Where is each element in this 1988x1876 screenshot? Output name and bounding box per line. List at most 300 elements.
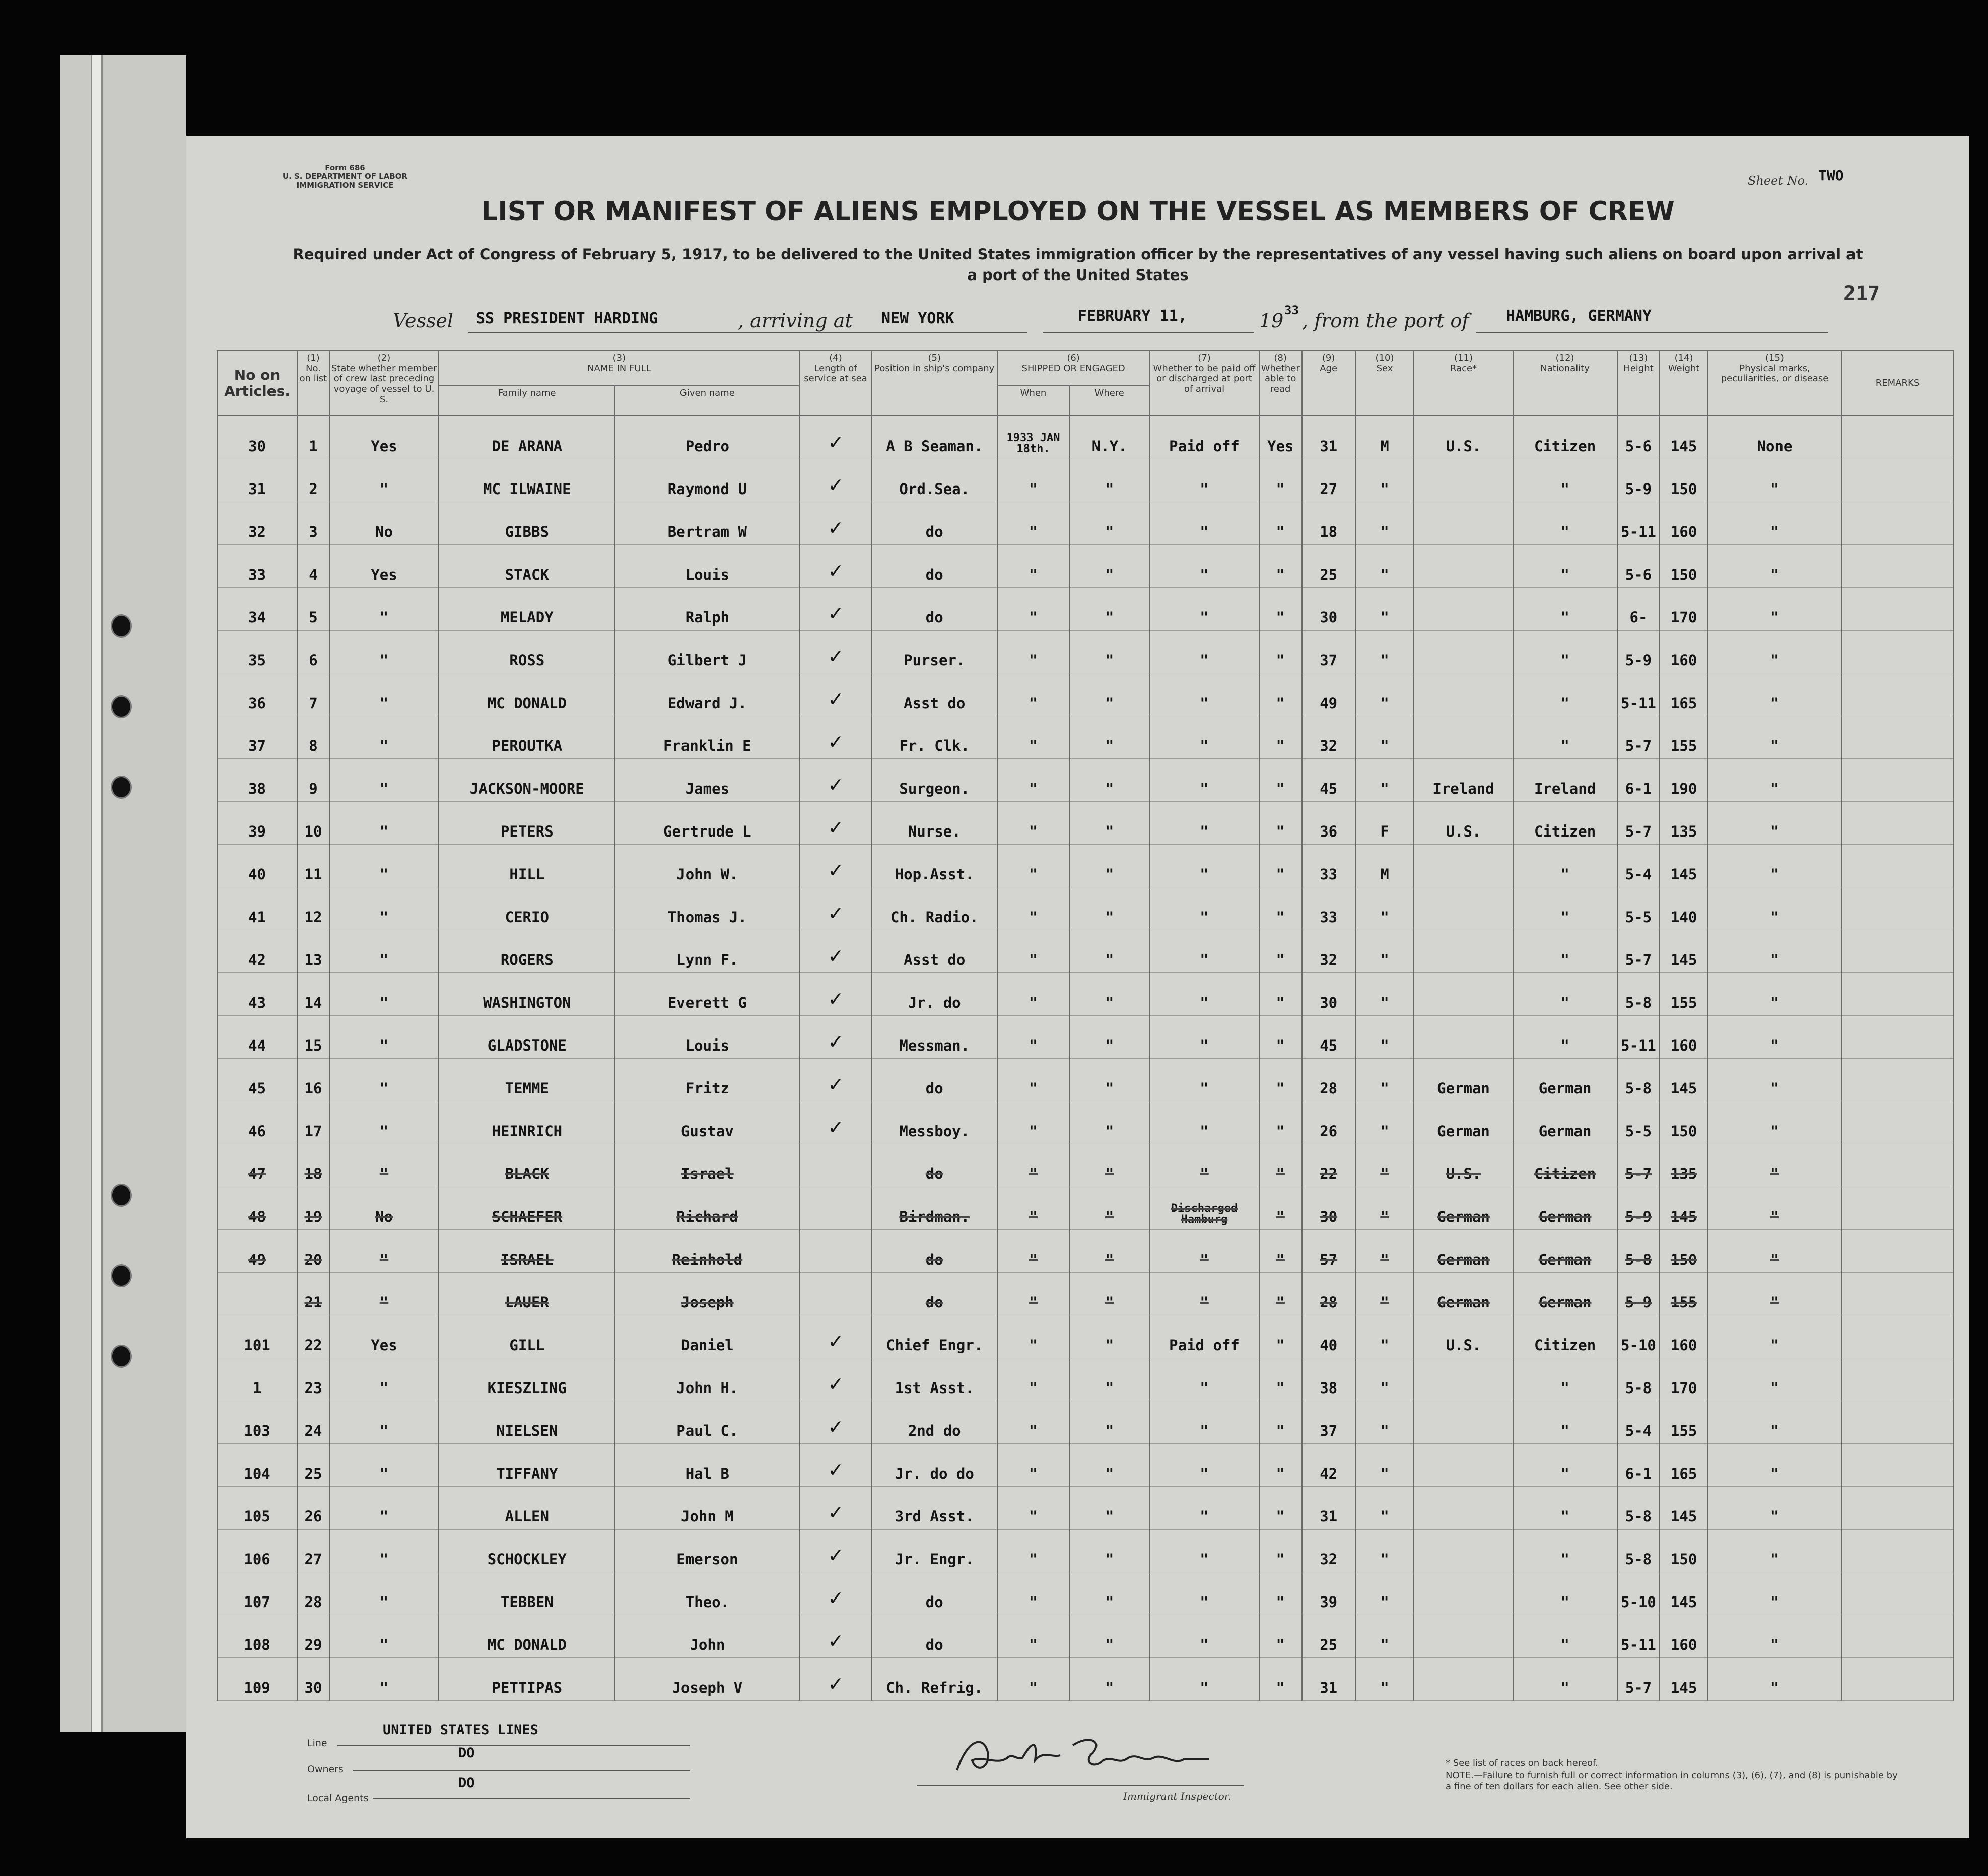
previous-voyage-cell: "	[329, 1059, 439, 1101]
physical-marks-cell: "	[1708, 1059, 1841, 1101]
previous-voyage-cell: "	[329, 1487, 439, 1530]
sex-cell: "	[1355, 1658, 1414, 1701]
weight-cell: 170	[1660, 588, 1707, 631]
race-cell: U.S.	[1414, 1315, 1513, 1358]
articles-no-cell: 42	[217, 930, 297, 973]
service-check-cell	[799, 1144, 871, 1187]
nationality-cell: German	[1513, 1187, 1617, 1230]
owners-underline	[353, 1770, 690, 1771]
sex-cell: "	[1355, 1572, 1414, 1615]
list-no-cell: 8	[297, 716, 329, 759]
table-row	[217, 1315, 1954, 1358]
height-cell: 5-10	[1617, 1315, 1660, 1358]
sex-cell: "	[1355, 459, 1414, 502]
when-shipped-cell: "	[997, 502, 1069, 545]
age-cell: 28	[1302, 1059, 1355, 1101]
given-name-cell: Franklin E	[615, 716, 799, 759]
physical-marks-cell: "	[1708, 1487, 1841, 1530]
able-to-read-cell: "	[1259, 973, 1302, 1016]
race-cell	[1414, 887, 1513, 930]
when-shipped-cell: "	[997, 1401, 1069, 1444]
able-to-read-cell: "	[1259, 673, 1302, 716]
able-to-read-cell: "	[1259, 545, 1302, 588]
paid-off-cell: "	[1149, 1016, 1259, 1059]
departure-port: HAMBURG, GERMANY	[1506, 307, 1652, 325]
remarks-cell	[1841, 502, 1954, 545]
weight-cell: 170	[1660, 1358, 1707, 1401]
able-to-read-cell: "	[1259, 1016, 1302, 1059]
position-cell: Jr. do	[872, 973, 997, 1016]
when-shipped-cell: "	[997, 1230, 1069, 1273]
remarks-cell	[1841, 1059, 1954, 1101]
remarks-cell	[1841, 1615, 1954, 1658]
position-cell: Messboy.	[872, 1101, 997, 1144]
table-row	[217, 1658, 1954, 1701]
remarks-cell	[1841, 759, 1954, 802]
family-name-cell: PEROUTKA	[439, 716, 615, 759]
given-name-cell: John W.	[615, 845, 799, 887]
able-to-read-cell: "	[1259, 1615, 1302, 1658]
articles-no-cell: 36	[217, 673, 297, 716]
race-cell	[1414, 1572, 1513, 1615]
paid-off-cell: "	[1149, 1144, 1259, 1187]
when-shipped-cell: "	[997, 930, 1069, 973]
age-cell: 18	[1302, 502, 1355, 545]
height-cell: 5-7	[1617, 930, 1660, 973]
table-row	[217, 1016, 1954, 1059]
table-row	[217, 845, 1954, 887]
sex-cell: "	[1355, 1273, 1414, 1315]
age-cell: 45	[1302, 1016, 1355, 1059]
table-body	[217, 416, 1954, 1701]
race-cell	[1414, 1444, 1513, 1487]
list-no-cell: 5	[297, 588, 329, 631]
given-name-cell: John H.	[615, 1358, 799, 1401]
where-shipped-cell: "	[1069, 887, 1149, 930]
articles-no-cell: 30	[217, 416, 297, 459]
punch-hole-icon	[111, 776, 132, 799]
paid-off-cell: "	[1149, 973, 1259, 1016]
physical-marks-cell: "	[1708, 1230, 1841, 1273]
previous-voyage-cell: "	[329, 802, 439, 845]
nationality-cell: "	[1513, 1487, 1617, 1530]
service-check-cell: ✓	[799, 1401, 871, 1444]
weight-cell: 155	[1660, 973, 1707, 1016]
remarks-cell	[1841, 588, 1954, 631]
physical-marks-cell: "	[1708, 545, 1841, 588]
paid-off-cell: "	[1149, 930, 1259, 973]
table-row	[217, 673, 1954, 716]
list-no-cell: 3	[297, 502, 329, 545]
age-cell: 28	[1302, 1273, 1355, 1315]
agents-underline	[373, 1798, 690, 1799]
family-name-cell: KIESZLING	[439, 1358, 615, 1401]
physical-marks-cell: "	[1708, 1530, 1841, 1572]
articles-no-cell: 37	[217, 716, 297, 759]
family-name-cell: TEMME	[439, 1059, 615, 1101]
previous-voyage-cell: Yes	[329, 545, 439, 588]
previous-voyage-header: (2) State whether member of crew last preceding voyage of vessel to U. S.	[329, 351, 439, 416]
physical-marks-cell: "	[1708, 930, 1841, 973]
sex-cell: "	[1355, 1615, 1414, 1658]
nationality-cell: "	[1513, 588, 1617, 631]
paid-off-cell: "	[1149, 802, 1259, 845]
sheet-number: TWO	[1818, 167, 1844, 184]
articles-no-cell: 39	[217, 802, 297, 845]
where-shipped-cell: "	[1069, 1230, 1149, 1273]
age-cell: 32	[1302, 930, 1355, 973]
weight-cell: 150	[1660, 459, 1707, 502]
given-name-cell: Gustav	[615, 1101, 799, 1144]
age-header: (9) Age	[1302, 351, 1355, 416]
previous-voyage-cell: "	[329, 631, 439, 673]
vessel-label: Vessel	[393, 310, 454, 332]
articles-no-cell: 40	[217, 845, 297, 887]
paid-off-cell: "	[1149, 545, 1259, 588]
list-no-cell: 2	[297, 459, 329, 502]
nationality-cell: "	[1513, 673, 1617, 716]
able-to-read-cell: Yes	[1259, 416, 1302, 459]
articles-no-cell	[217, 1273, 297, 1315]
list-no-cell: 17	[297, 1101, 329, 1144]
paid-off-cell: "	[1149, 588, 1259, 631]
sex-cell: "	[1355, 716, 1414, 759]
nationality-cell: "	[1513, 1615, 1617, 1658]
table-row	[217, 1144, 1954, 1187]
table-row	[217, 1615, 1954, 1658]
line-underline	[337, 1745, 690, 1746]
given-name-cell: Bertram W	[615, 502, 799, 545]
family-name-cell: STACK	[439, 545, 615, 588]
height-cell: 5-7	[1617, 802, 1660, 845]
list-no-cell: 11	[297, 845, 329, 887]
where-shipped-cell: "	[1069, 759, 1149, 802]
nationality-cell: "	[1513, 502, 1617, 545]
articles-no-cell: 47	[217, 1144, 297, 1187]
punch-hole-icon	[111, 695, 132, 718]
when-shipped-cell: "	[997, 973, 1069, 1016]
where-shipped-cell: "	[1069, 1315, 1149, 1358]
sex-cell: "	[1355, 930, 1414, 973]
where-shipped-cell: "	[1069, 1615, 1149, 1658]
sheet-number-label: Sheet No.	[1748, 174, 1809, 188]
race-cell: U.S.	[1414, 1144, 1513, 1187]
when-shipped-cell: "	[997, 545, 1069, 588]
form-number: Form 686	[325, 163, 365, 172]
sex-cell: "	[1355, 759, 1414, 802]
previous-voyage-cell: "	[329, 1144, 439, 1187]
race-cell	[1414, 1615, 1513, 1658]
family-name-cell: SCHAEFER	[439, 1187, 615, 1230]
physical-marks-cell: "	[1708, 1016, 1841, 1059]
able-to-read-cell: "	[1259, 1101, 1302, 1144]
given-name-cell: Gilbert J	[615, 631, 799, 673]
previous-voyage-cell: Yes	[329, 1315, 439, 1358]
weight-cell: 145	[1660, 1487, 1707, 1530]
paid-off-cell: "	[1149, 1658, 1259, 1701]
previous-voyage-cell: "	[329, 973, 439, 1016]
age-cell: 32	[1302, 716, 1355, 759]
able-to-read-cell: "	[1259, 1401, 1302, 1444]
service-check-cell: ✓	[799, 1444, 871, 1487]
punch-hole-icon	[111, 1264, 132, 1287]
paid-off-cell: "	[1149, 1358, 1259, 1401]
table-row	[217, 1572, 1954, 1615]
where-shipped-cell: "	[1069, 845, 1149, 887]
age-cell: 30	[1302, 1187, 1355, 1230]
weight-cell: 160	[1660, 502, 1707, 545]
physical-marks-cell: "	[1708, 802, 1841, 845]
remarks-cell	[1841, 1016, 1954, 1059]
previous-voyage-cell: "	[329, 1358, 439, 1401]
physical-marks-cell: "	[1708, 1101, 1841, 1144]
remarks-cell	[1841, 1144, 1954, 1187]
family-name-cell: LAUER	[439, 1273, 615, 1315]
physical-marks-cell: "	[1708, 759, 1841, 802]
given-name-cell: Emerson	[615, 1530, 799, 1572]
weight-cell: 160	[1660, 1016, 1707, 1059]
sex-cell: M	[1355, 416, 1414, 459]
family-name-cell: MC DONALD	[439, 673, 615, 716]
service: IMMIGRATION SERVICE	[296, 180, 394, 190]
able-to-read-cell: "	[1259, 502, 1302, 545]
owners-value: DO	[458, 1745, 475, 1761]
list-no-cell: 28	[297, 1572, 329, 1615]
table-row	[217, 545, 1954, 588]
age-cell: 36	[1302, 802, 1355, 845]
position-cell: Surgeon.	[872, 759, 997, 802]
remarks-cell	[1841, 1444, 1954, 1487]
height-cell: 6-1	[1617, 759, 1660, 802]
height-cell: 5-6	[1617, 545, 1660, 588]
given-name-cell: Joseph V	[615, 1658, 799, 1701]
list-no-cell: 23	[297, 1358, 329, 1401]
where-shipped-cell: "	[1069, 545, 1149, 588]
when-shipped-cell: "	[997, 1273, 1069, 1315]
able-to-read-cell: "	[1259, 459, 1302, 502]
remarks-cell	[1841, 1401, 1954, 1444]
paid-off-cell: "	[1149, 673, 1259, 716]
table-row	[217, 502, 1954, 545]
where-shipped-cell: "	[1069, 716, 1149, 759]
able-to-read-cell: "	[1259, 1230, 1302, 1273]
previous-voyage-cell: "	[329, 845, 439, 887]
paid-off-cell: "	[1149, 1273, 1259, 1315]
height-cell: 5-9	[1617, 1187, 1660, 1230]
articles-no-cell: 45	[217, 1059, 297, 1101]
position-cell: Birdman.	[872, 1187, 997, 1230]
family-name-cell: BLACK	[439, 1144, 615, 1187]
list-no-cell: 27	[297, 1530, 329, 1572]
service-check-cell: ✓	[799, 887, 871, 930]
given-name-cell: Pedro	[615, 416, 799, 459]
list-no-cell: 26	[297, 1487, 329, 1530]
name-header: (3) NAME IN FULL	[439, 351, 799, 386]
where-header: Where	[1069, 386, 1149, 416]
arrival-date: FEBRUARY 11,	[1078, 307, 1187, 325]
given-name-cell: Reinhold	[615, 1230, 799, 1273]
sex-cell: "	[1355, 1401, 1414, 1444]
articles-no-cell: 109	[217, 1658, 297, 1701]
arrival-year: 33	[1284, 303, 1299, 317]
weight-cell: 160	[1660, 631, 1707, 673]
articles-no-cell: 108	[217, 1615, 297, 1658]
family-name-cell: SCHOCKLEY	[439, 1530, 615, 1572]
weight-cell: 155	[1660, 716, 1707, 759]
articles-no-cell: 106	[217, 1530, 297, 1572]
remarks-cell	[1841, 1572, 1954, 1615]
sex-header: (10) Sex	[1355, 351, 1414, 416]
service-check-cell: ✓	[799, 1530, 871, 1572]
family-name-cell: ISRAEL	[439, 1230, 615, 1273]
able-to-read-cell: "	[1259, 1572, 1302, 1615]
paid-off-cell: "	[1149, 631, 1259, 673]
previous-voyage-cell: "	[329, 1444, 439, 1487]
remarks-cell	[1841, 845, 1954, 887]
sex-cell: "	[1355, 1444, 1414, 1487]
where-shipped-cell: "	[1069, 1101, 1149, 1144]
service-check-cell: ✓	[799, 1016, 871, 1059]
previous-voyage-cell: "	[329, 1101, 439, 1144]
paid-off-cell: "	[1149, 502, 1259, 545]
nationality-cell: "	[1513, 887, 1617, 930]
service-check-cell: ✓	[799, 673, 871, 716]
where-shipped-cell: "	[1069, 802, 1149, 845]
remarks-cell	[1841, 416, 1954, 459]
list-no-cell: 7	[297, 673, 329, 716]
nationality-cell: "	[1513, 1401, 1617, 1444]
nationality-header: (12) Nationality	[1513, 351, 1617, 416]
nationality-cell: "	[1513, 1444, 1617, 1487]
where-shipped-cell: "	[1069, 1187, 1149, 1230]
paid-off-cell: "	[1149, 1444, 1259, 1487]
when-shipped-cell: "	[997, 887, 1069, 930]
age-cell: 31	[1302, 1658, 1355, 1701]
sex-cell: "	[1355, 887, 1414, 930]
articles-header: No on Articles.	[217, 351, 297, 416]
when-shipped-cell: "	[997, 759, 1069, 802]
list-no-cell: 1	[297, 416, 329, 459]
weight-cell: 155	[1660, 1273, 1707, 1315]
physical-marks-cell: "	[1708, 502, 1841, 545]
sex-cell: "	[1355, 1101, 1414, 1144]
nationality-cell: Citizen	[1513, 1144, 1617, 1187]
position-header: (5) Position in ship's company	[872, 351, 997, 416]
physical-marks-cell: "	[1708, 1144, 1841, 1187]
service-check-cell: ✓	[799, 1658, 871, 1701]
nationality-cell: German	[1513, 1273, 1617, 1315]
crew-manifest-table	[217, 350, 1954, 1701]
punch-hole-icon	[111, 1184, 132, 1207]
paid-off-cell: "	[1149, 1615, 1259, 1658]
previous-voyage-cell: "	[329, 1615, 439, 1658]
year-prefix: 19	[1259, 310, 1284, 332]
position-cell: Fr. Clk.	[872, 716, 997, 759]
where-shipped-cell: "	[1069, 1273, 1149, 1315]
previous-voyage-cell: No	[329, 1187, 439, 1230]
age-cell: 57	[1302, 1230, 1355, 1273]
list-no-cell: 20	[297, 1230, 329, 1273]
when-shipped-cell: "	[997, 845, 1069, 887]
age-cell: 31	[1302, 416, 1355, 459]
articles-no-cell: 103	[217, 1401, 297, 1444]
age-cell: 25	[1302, 1615, 1355, 1658]
page-stamp: 217	[1843, 282, 1880, 305]
family-name-cell: TIFFANY	[439, 1444, 615, 1487]
articles-no-cell: 31	[217, 459, 297, 502]
weight-header: (14) Weight	[1660, 351, 1707, 416]
family-name-cell: ROGERS	[439, 930, 615, 973]
position-cell: do	[872, 1059, 997, 1101]
list-no-cell: 29	[297, 1615, 329, 1658]
previous-voyage-cell: "	[329, 673, 439, 716]
position-cell: do	[872, 1230, 997, 1273]
age-cell: 31	[1302, 1487, 1355, 1530]
where-shipped-cell: "	[1069, 631, 1149, 673]
paid-off-header: (7) Whether to be paid off or discharged at port of arrival	[1149, 351, 1259, 416]
when-shipped-cell: 1933 JAN 18th.	[997, 416, 1069, 459]
remarks-cell	[1841, 973, 1954, 1016]
physical-marks-cell: None	[1708, 416, 1841, 459]
articles-no-cell: 105	[217, 1487, 297, 1530]
nationality-cell: Citizen	[1513, 802, 1617, 845]
where-shipped-cell: "	[1069, 973, 1149, 1016]
weight-cell: 150	[1660, 545, 1707, 588]
sex-cell: "	[1355, 1530, 1414, 1572]
position-cell: 3rd Asst.	[872, 1487, 997, 1530]
weight-cell: 150	[1660, 1530, 1707, 1572]
when-shipped-cell: "	[997, 459, 1069, 502]
age-cell: 40	[1302, 1315, 1355, 1358]
height-cell: 5-4	[1617, 845, 1660, 887]
physical-marks-cell: "	[1708, 845, 1841, 887]
list-no-cell: 21	[297, 1273, 329, 1315]
nationality-cell: Citizen	[1513, 416, 1617, 459]
able-to-read-cell: "	[1259, 1144, 1302, 1187]
height-cell: 5-5	[1617, 887, 1660, 930]
articles-no-cell: 38	[217, 759, 297, 802]
service-check-cell: ✓	[799, 1572, 871, 1615]
height-header: (13) Height	[1617, 351, 1660, 416]
inspector-signature	[952, 1730, 1214, 1785]
nationality-cell: Ireland	[1513, 759, 1617, 802]
physical-marks-cell: "	[1708, 1658, 1841, 1701]
date-underline	[1043, 332, 1254, 333]
service-check-cell: ✓	[799, 973, 871, 1016]
service-check-cell	[799, 1273, 871, 1315]
physical-marks-cell: "	[1708, 673, 1841, 716]
physical-marks-cell: "	[1708, 1615, 1841, 1658]
able-to-read-cell: "	[1259, 588, 1302, 631]
position-cell: do	[872, 1572, 997, 1615]
physical-marks-cell: "	[1708, 973, 1841, 1016]
paid-off-cell: "	[1149, 1530, 1259, 1572]
when-shipped-cell: "	[997, 1187, 1069, 1230]
position-cell: 1st Asst.	[872, 1358, 997, 1401]
given-name-cell: Joseph	[615, 1273, 799, 1315]
where-shipped-cell: "	[1069, 1487, 1149, 1530]
able-to-read-cell: "	[1259, 930, 1302, 973]
given-name-cell: Hal B	[615, 1444, 799, 1487]
service-check-cell: ✓	[799, 716, 871, 759]
height-cell: 5-9	[1617, 459, 1660, 502]
weight-cell: 145	[1660, 1572, 1707, 1615]
list-no-cell: 10	[297, 802, 329, 845]
previous-voyage-cell: "	[329, 1273, 439, 1315]
table-row	[217, 1187, 1954, 1230]
service-check-cell: ✓	[799, 1315, 871, 1358]
able-to-read-cell: "	[1259, 802, 1302, 845]
